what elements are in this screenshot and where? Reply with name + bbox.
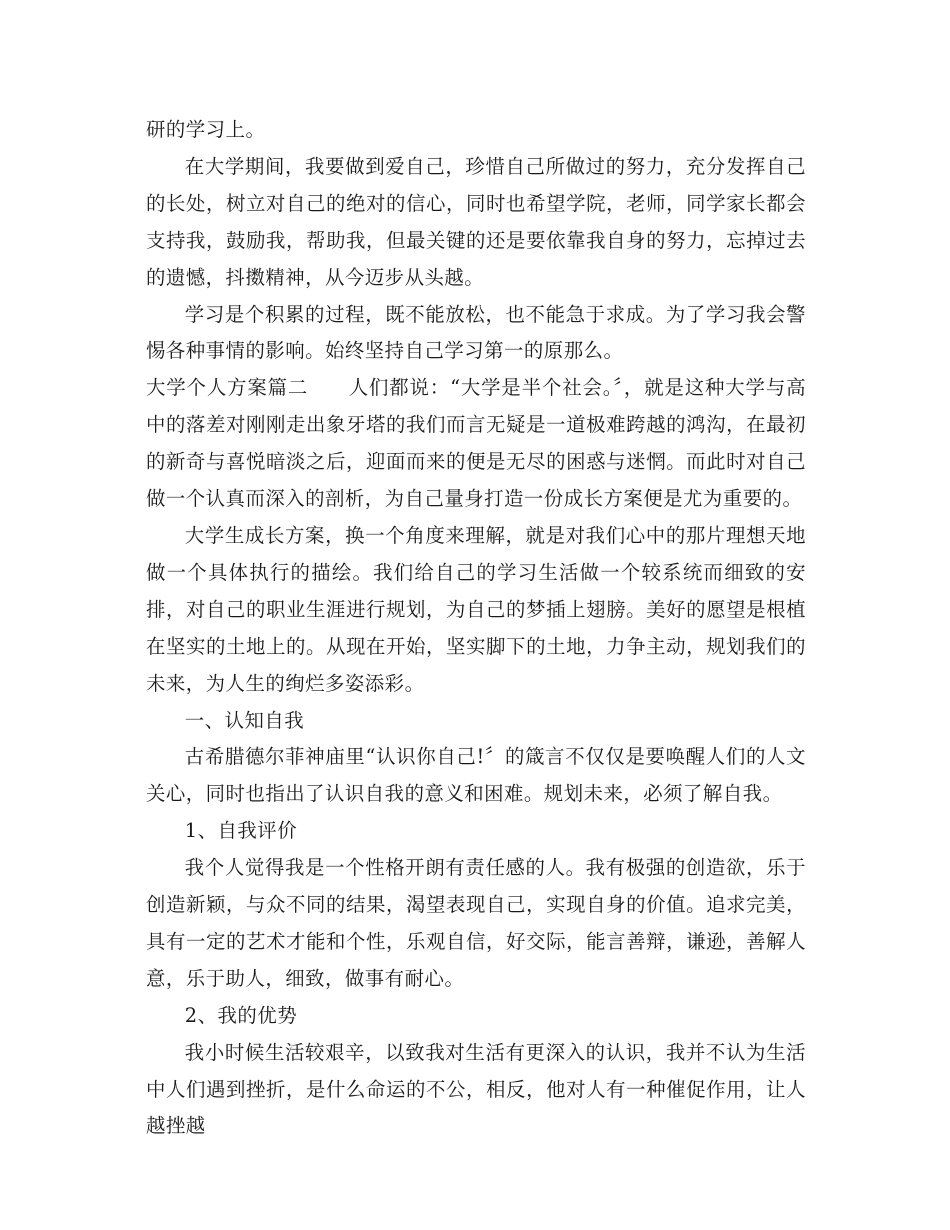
paragraph-11: 我小时候生活较艰辛，以致我对生活有更深入的认识，我并不认为生活中人们遇到挫折，是什么命运的不公，相反，他对人有一种催促作用，让人越挫越 — [146, 1040, 806, 1138]
paragraph-7: 古希腊德尔菲神庙里“认识你自己!〞的箴言不仅仅是要唤醒人们的人文关心，同时也指出了认识自我的意义和困难。规划未来，必须了解自我。 — [146, 745, 806, 806]
heading-know-yourself: 一、认知自我 — [184, 708, 305, 732]
paragraph-9: 我个人觉得我是一个性格开朗有责任感的人。我有极强的创造欲，乐于创造新颖，与众不同的结果，渴望表现自己，实现自身的价值。追求完美，具有一定的艺术才能和个性，乐观自信，好交际，能言善辩，谦逊，善解人意，乐于助人，细致，做事有耐心。 — [146, 856, 806, 990]
paragraph-3: 学习是个积累的过程，既不能放松，也不能急于求成。为了学习我会警惕各种事情的影响。始终坚持自己学习第一的原那么。 — [146, 302, 806, 363]
paragraph-1: 研的学习上。 — [146, 118, 266, 141]
heading-my-advantages: 2、我的优势 — [184, 1003, 298, 1027]
document-body — [146, 112, 806, 1145]
paragraph-2: 在大学期间，我要做到爱自己，珍惜自己所做过的努力，充分发挥自己的长处，树立对自己的绝对的信心，同时也希望学院，老师，同学家长都会支持我，鼓励我，帮助我，但最关键的还是要依靠我自身的努力，忘掉过去的遗憾，抖擞精神，从今迈步从头越。 — [146, 154, 806, 289]
heading-self-evaluation: 1、自我评价 — [184, 819, 298, 843]
paragraph-5: 大学生成长方案，换一个角度来理解，就是对我们心中的那片理想天地做一个具体执行的描绘。我们给自己的学习生活做一个较系统而细致的安排，对自己的职业生涯进行规划，为自己的梦插上翅膀。美好的愿望是根植在坚实的土地上的。从现在开始，坚实脚下的土地，力争主动，规划我们的未来，为人生的绚烂多姿添彩。 — [146, 523, 806, 695]
paragraph-4-section-heading: 大学个人方案篇二 人们都说：“大学是半个社会。〞，就是这种大学与高中的落差对刚刚走出象牙塔的我们而言无疑是一道极难跨越的鸿沟，在最初的新奇与喜悦暗淡之后，迎面而来的便是无尽的困惑与迷惘。而此时对自己做一个认真而深入的剖析，为自己量身打造一份成长方案便是尤为重要的。 — [146, 376, 806, 511]
